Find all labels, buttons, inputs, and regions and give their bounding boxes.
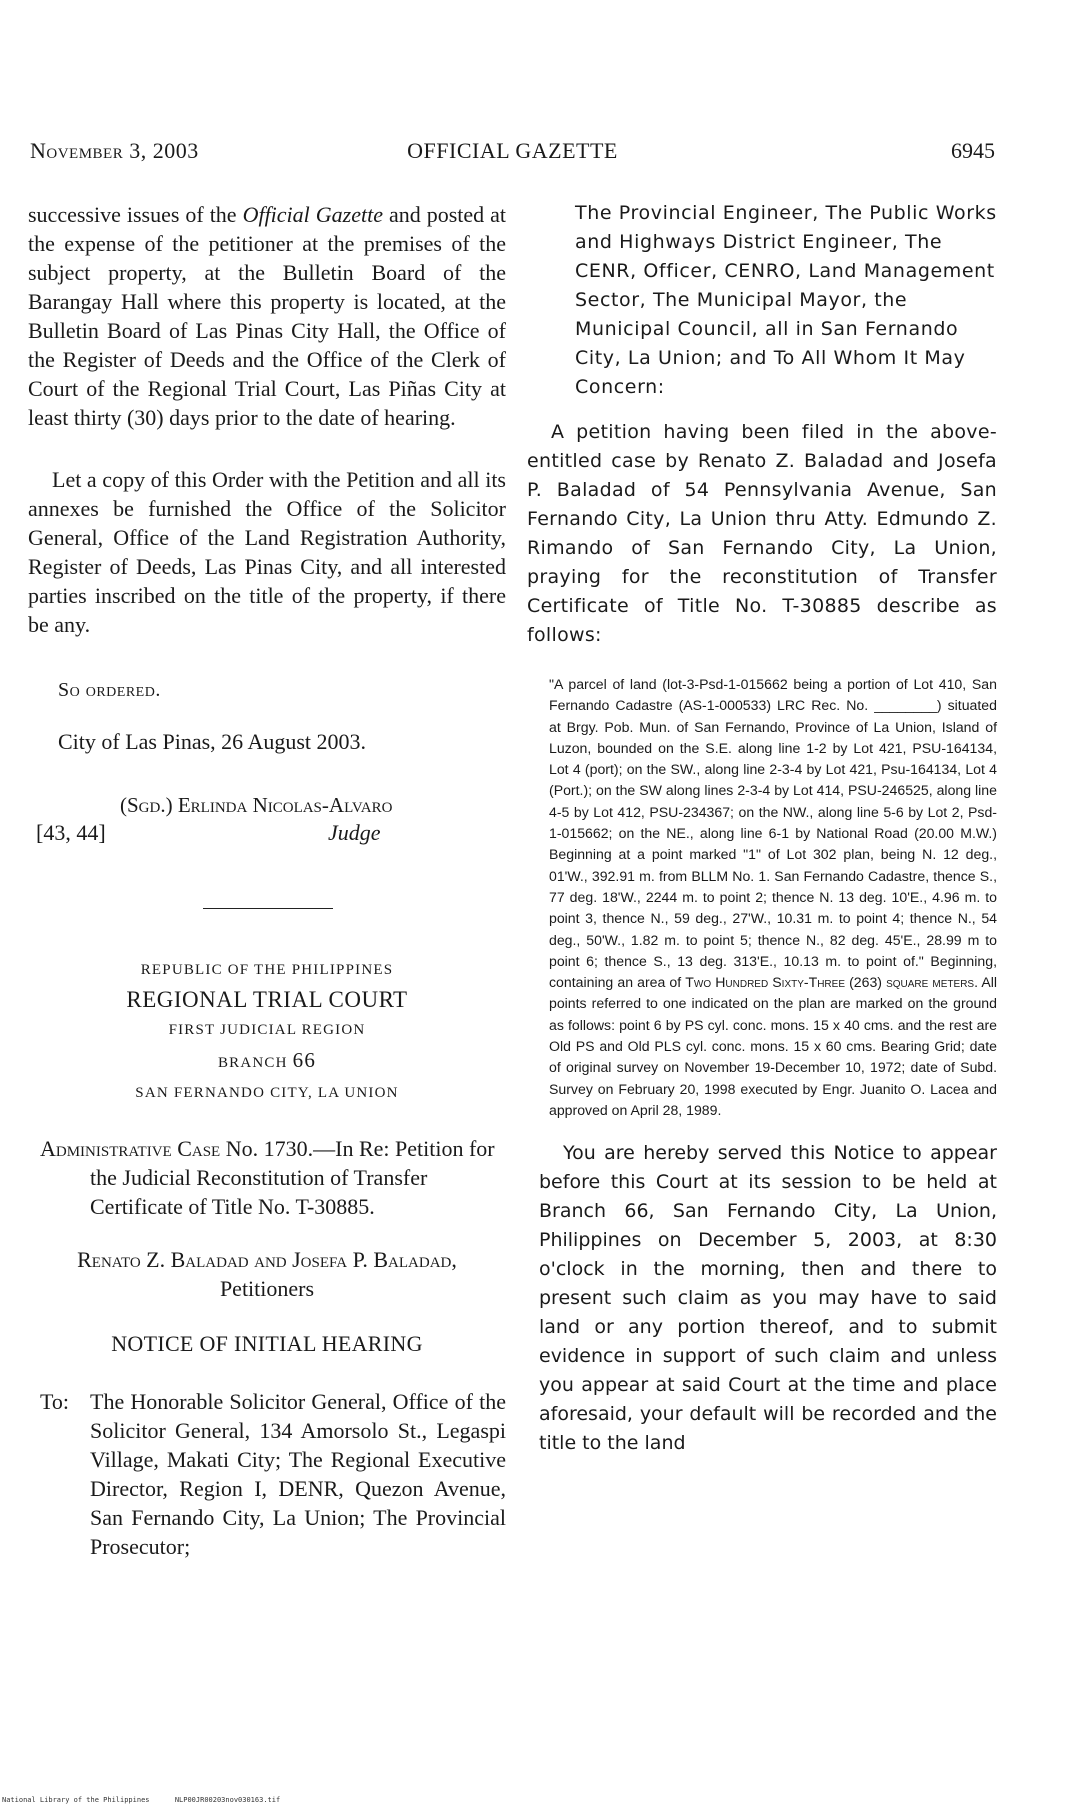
page-number: 6945 <box>951 138 995 163</box>
scan-footer <box>2 1796 280 1804</box>
gazette-name-italic: Official Gazette <box>242 202 383 227</box>
land-description-quote: "A parcel of land (lot-3-Psd-1-015662 being a portion of Lot 410, San Fernando Cadastre (AS-1-000533) LRC Rec. No. ________) situated at Brgy. Pob. Mun. of San Fernando, Province of La Union, Island of Luzon, bounded on the S.E. along line 1-2 by Lot 421, PSU-164134, Lot 4 (port); on the SW., along line 2-3-4 by Lot 421, Psu-164134, Lot 4 (Port.); on the SW along lines 2-3-4 by Lot 414, PSU-246525, along line 4-5 by Lot 412, PSU-234367; on the NW., along line 5-6 by Lot 2, Psd-1-015662; on the NE., along line 6-1 by National Road (20.00 M.W.) Beginning at a point marked "1" of Lot 302 plan, being N. 12 deg., 01'W., 392.91 m. from BLLM No. 1. San Fernando Cadastre, thence S., 77 deg. 18'W., 2244 m. to point 2; thence N. 13 deg. 10'E., 4.96 m. to point 3, thence N., 59 deg., 27'W., 10.31 m. to point 4; thence N., 54 deg., 50'W., 1.82 m. to point 5; thence N., 82 deg. 45'E., 28.99 m to point 6; thence S., 13 deg. 313'E., 10.13 m. to point of." Beginning, containing an area of Two Hundred Sixty-Three (263) square meters. All points referred to one indicated on the plan are marked on the ground as follows: point 6 by PS cyl. conc. mons. 15 x 40 cms. and the rest are Old PS and Old PLS cyl. conc. mons. 15 x 60 cms. Bearing Grid; date of original survey on November 19-December 10, 1972; date of Subd. Survey on February 20, 1998 executed by Engr. Juanito O. Lacea and approved on April 28, 1989. <box>549 676 997 1118</box>
served-notice-paragraph: You are hereby served this Notice to appear before this Court at its session to be held at Branch 66, San Fernando City, La Union, Philippines on December 5, 2003, at 8:30 o'clock in the morning, then and there to present such claim as you may have to said land or any portion thereof, and to submit evidence in support of such claim and unless you appear at said Court at the time and place aforesaid, your default will be recorded and the title to the land <box>539 1142 997 1455</box>
notice-title: NOTICE OF INITIAL HEARING <box>111 1331 423 1356</box>
judge-signature: (Sgd.) Erlinda Nicolas-Alvaro <box>120 793 393 817</box>
to-label: To: <box>40 1389 70 1414</box>
scan-filename: NLP00JR00203nov030163.tif <box>174 1796 281 1804</box>
case-caption: Administrative Case No. 1730.—In Re: Petition for the Judicial Reconstitution of Transfer Certificate of Title No. T-30885. <box>40 1136 495 1219</box>
judicial-region: FIRST JUDICIAL REGION <box>168 1022 366 1038</box>
section-divider <box>203 908 333 909</box>
issue-reference: [43, 44] <box>36 820 106 845</box>
order-city-date: City of Las Pinas, 26 August 2003. <box>58 729 367 754</box>
right-column <box>527 199 997 1477</box>
petitioner-names: Renato Z. Baladad and Josefa P. Baladad, <box>77 1247 457 1272</box>
addressee-continuation: The Provincial Engineer, The Public Works and Highways District Engineer, The CENR, Officer, CENRO, Land Management Sector, The Municipal Mayor, the Municipal Council, all in San Fernando City, La Union; and To All Whom It May Concern: <box>575 202 997 398</box>
order-paragraph-1: successive issues of the Official Gazette and posted at the expense of the petitioner at the premises of the subject property, at the Bulletin Board of the Barangay Hall where this property is located, at the Bulletin Board of Las Pinas City Hall, the Office of the Register of Deeds and the Office of the Clerk of Court of the Regional Trial Court, Las Piñas City at least thirty (30) days prior to the date of hearing. <box>28 202 506 430</box>
court-branch: BRANCH 66 <box>217 1048 317 1072</box>
judge-title: Judge <box>328 820 381 845</box>
republic-label: REPUBLIC OF THE PHILIPPINES <box>140 962 394 978</box>
addressee-block <box>28 1387 506 1561</box>
judge-line <box>28 820 506 850</box>
addressee-list: The Honorable Solicitor General, Office of the Solicitor General, 134 Amorsolo St., Legaspi Village, Makati City; The Regional Executive Director, Region I, DENR, Quezon Avenue, San Fernando City, La Union; The Provincial Prosecutor; <box>90 1389 506 1559</box>
issue-date: November 3, 2003 <box>30 138 199 163</box>
page-header <box>30 138 995 174</box>
petition-paragraph: A petition having been filed in the above-entitled case by Renato Z. Baladad and Josefa P. Baladad of 54 Pennsylvania Avenue, San Fernando City, La Union thru Atty. Edmundo Z. Rimando of San Fernando City, La Union, praying for the reconstitution of Transfer Certificate of Title No. T-30885 describe as follows: <box>527 421 997 646</box>
gazette-title: OFFICIAL GAZETTE <box>407 138 618 163</box>
parties <box>28 1245 506 1303</box>
so-ordered: So ordered. <box>58 679 161 701</box>
court-name: REGIONAL TRIAL COURT <box>126 987 408 1012</box>
court-heading <box>28 955 506 1108</box>
left-column <box>28 200 506 1561</box>
petitioners-label: Petitioners <box>219 1276 315 1301</box>
order-paragraph-2: Let a copy of this Order with the Petition and all its annexes be furnished the Office of the Solicitor General, Office of the Land Registration Authority, Register of Deeds, Las Pinas City, and all interested parties inscribed on the title of the property, if there be any. <box>28 467 506 637</box>
area-smallcaps: Two Hundred Sixty-Three (263) square meters. <box>685 974 979 991</box>
library-credit: National Library of the Philippines <box>2 1796 150 1804</box>
court-city: SAN FERNANDO CITY, LA UNION <box>135 1085 399 1101</box>
